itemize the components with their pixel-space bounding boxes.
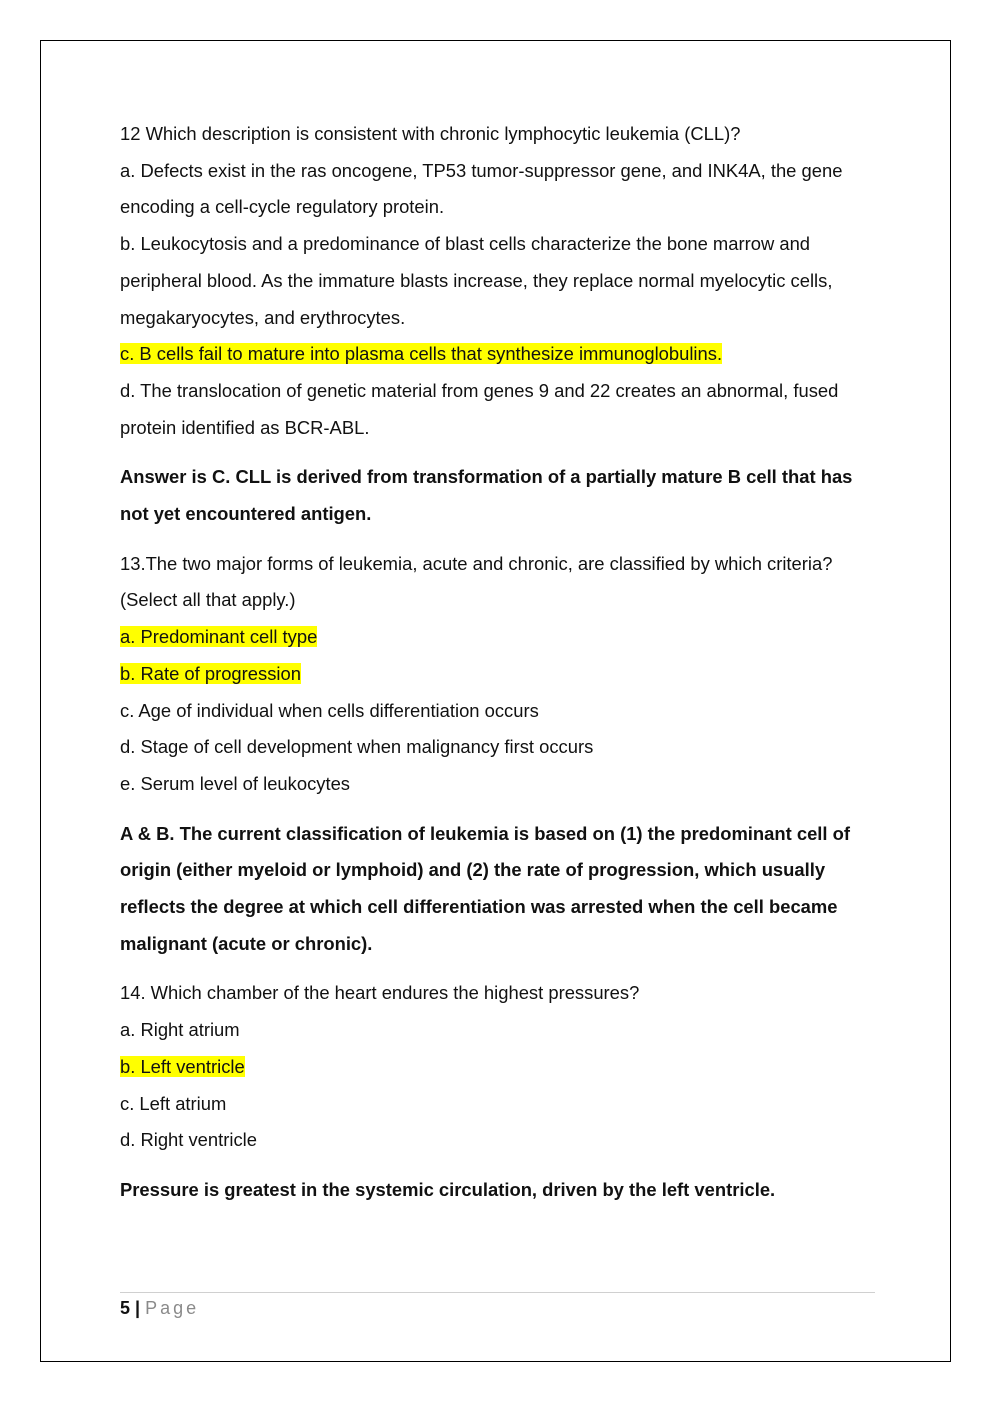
question-13-option-d <box>120 729 880 766</box>
page-number: 5 <box>120 1298 131 1318</box>
option-text-highlighted: c. B cells fail to mature into plasma cells that synthesize immunoglobulins. <box>120 343 723 365</box>
option-text: e. Serum level of leukocytes <box>120 772 350 794</box>
question-12-option-a <box>120 153 880 226</box>
question-12-option-d <box>120 373 880 446</box>
question-14-option-c <box>120 1086 880 1123</box>
question-14-text: 14. Which chamber of the heart endures the highest pressures? <box>120 982 640 1004</box>
question-13-option-b <box>120 656 880 693</box>
answer-14 <box>120 1172 880 1209</box>
question-14-option-a <box>120 1012 880 1049</box>
answer-12 <box>120 459 880 532</box>
question-14-option-d <box>120 1122 880 1159</box>
question-12 <box>120 116 880 446</box>
option-text-highlighted: b. Rate of progression <box>120 662 301 684</box>
question-13 <box>120 546 880 803</box>
footer-separator: | <box>135 1298 141 1318</box>
page-footer <box>120 1296 199 1320</box>
question-14-option-b <box>120 1049 880 1086</box>
question-13-text: 13.The two major forms of leukemia, acute and chronic, are classified by which criteria? (Select all that apply.) <box>120 552 833 611</box>
question-12-option-b <box>120 226 880 336</box>
option-text-highlighted: a. Predominant cell type <box>120 626 318 648</box>
option-text: d. The translocation of genetic material from genes 9 and 22 creates an abnormal, fused protein identified as BCR-ABL. <box>120 379 839 438</box>
document-body <box>120 116 880 1222</box>
question-13-option-c <box>120 693 880 730</box>
option-text: a. Defects exist in the ras oncogene, TP53 tumor-suppressor gene, and INK4A, the gene encoding a cell-cycle regulatory protein. <box>120 159 843 218</box>
question-12-text: 12 Which description is consistent with chronic lymphocytic leukemia (CLL)? <box>120 123 741 144</box>
page-label: Page <box>145 1298 200 1318</box>
question-14 <box>120 975 880 1159</box>
answer-13-text: A & B. The current classification of leukemia is based on (1) the predominant cell of origin (either myeloid or lymphoid) and (2) the rate of progression, which usually reflects the degree at which cell differentiation was arrested when the cell became malignant (acute or chronic). <box>120 822 850 954</box>
answer-12-text: Answer is C. CLL is derived from transformation of a partially mature B cell that has not yet encountered antigen. <box>120 466 853 525</box>
option-text: d. Stage of cell development when malignancy first occurs <box>120 736 594 758</box>
option-text: c. Age of individual when cells differentiation occurs <box>120 699 539 721</box>
option-text: b. Leukocytosis and a predominance of blast cells characterize the bone marrow and peripheral blood. As the immature blasts increase, they replace normal myelocytic cells, megakaryocytes, and erythrocytes. <box>120 233 833 328</box>
answer-14-text: Pressure is greatest in the systemic circulation, driven by the left ventricle. <box>120 1178 776 1200</box>
option-text: d. Right ventricle <box>120 1129 257 1151</box>
question-13-option-a <box>120 619 880 656</box>
question-12-option-c <box>120 336 880 373</box>
option-text: c. Left atrium <box>120 1092 227 1114</box>
question-13-option-e <box>120 766 880 803</box>
footer-divider <box>120 1292 875 1293</box>
answer-13 <box>120 816 880 963</box>
option-text-highlighted: b. Left ventricle <box>120 1055 245 1077</box>
option-text: a. Right atrium <box>120 1019 240 1041</box>
